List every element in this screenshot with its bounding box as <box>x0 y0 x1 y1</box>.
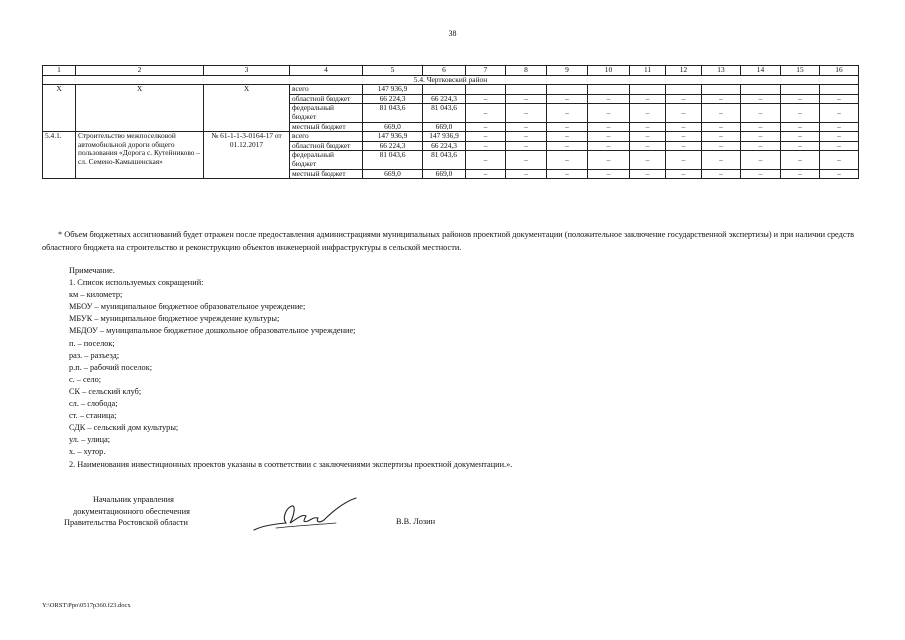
empty-cell <box>820 85 859 95</box>
empty-cell: – <box>506 94 547 104</box>
empty-cell: – <box>781 141 820 151</box>
amount-year: 66 224,3 <box>423 141 466 151</box>
column-header-10: 10 <box>588 66 630 76</box>
amount-year: 66 224,3 <box>423 94 466 104</box>
empty-cell: – <box>547 132 588 142</box>
notes-block <box>69 265 512 471</box>
empty-cell: – <box>820 151 859 169</box>
empty-cell <box>666 85 702 95</box>
empty-cell: – <box>820 169 859 179</box>
empty-cell: – <box>781 104 820 122</box>
empty-cell: – <box>820 104 859 122</box>
empty-cell: – <box>781 94 820 104</box>
empty-cell: – <box>702 141 741 151</box>
table-header-row <box>43 66 859 76</box>
section-row <box>43 75 859 85</box>
empty-cell: – <box>588 104 630 122</box>
column-header-5: 5 <box>363 66 423 76</box>
note-line: п. – поселок; <box>69 338 115 348</box>
empty-cell: – <box>630 132 666 142</box>
file-path: Y:\ORST\Ppo\0517p360.f23.docx <box>42 602 131 609</box>
footnote: * Объем бюджетных ассигнований будет отражен после предоставления администрациями муниципальных районов проектной документации (положительное заключение государственной экспертизы) и при наличии средств областного бюджета на строительство и реконструкцию объектов инженерной инфраструктуры в сельской местности. <box>42 230 855 252</box>
empty-cell: – <box>547 151 588 169</box>
empty-cell: – <box>506 169 547 179</box>
empty-cell: – <box>781 151 820 169</box>
amount-year <box>423 85 466 95</box>
note-line: 1. Список используемых сокращений: <box>69 278 204 288</box>
empty-cell: – <box>820 132 859 142</box>
note-line: раз. – разъезд; <box>69 350 120 360</box>
empty-cell: – <box>820 122 859 132</box>
empty-cell <box>741 85 781 95</box>
empty-cell <box>781 85 820 95</box>
empty-cell: – <box>630 141 666 151</box>
budget-table-body <box>43 66 859 179</box>
column-header-11: 11 <box>630 66 666 76</box>
budget-source-label: местный бюджет <box>290 169 363 179</box>
empty-cell: – <box>741 132 781 142</box>
empty-cell: – <box>741 104 781 122</box>
empty-cell: – <box>630 94 666 104</box>
empty-cell: – <box>588 169 630 179</box>
empty-cell: – <box>588 94 630 104</box>
empty-cell <box>506 85 547 95</box>
note-line: сл. – слобода; <box>69 399 118 409</box>
empty-cell: – <box>666 104 702 122</box>
empty-cell: – <box>630 151 666 169</box>
empty-cell: – <box>506 151 547 169</box>
empty-cell: – <box>702 104 741 122</box>
note-line: с. – село; <box>69 374 102 384</box>
empty-cell: – <box>702 151 741 169</box>
budget-table <box>42 65 859 179</box>
empty-cell: – <box>666 122 702 132</box>
column-header-14: 14 <box>741 66 781 76</box>
empty-cell: – <box>466 94 506 104</box>
column-header-15: 15 <box>781 66 820 76</box>
budget-source-label: областной бюджет <box>290 94 363 104</box>
table-row <box>43 132 859 142</box>
note-line: р.п. – рабочий поселок; <box>69 362 153 372</box>
note-line: СДК – сельский дом культуры; <box>69 423 179 433</box>
empty-cell: – <box>588 141 630 151</box>
amount-year: 81 043,6 <box>423 104 466 122</box>
empty-cell: – <box>506 141 547 151</box>
note-line: МБОУ – муниципальное бюджетное образовательное учреждение; <box>69 302 306 312</box>
column-header-2: 2 <box>76 66 204 76</box>
empty-cell: – <box>741 141 781 151</box>
empty-cell: – <box>741 122 781 132</box>
empty-cell: – <box>630 122 666 132</box>
column-header-7: 7 <box>466 66 506 76</box>
empty-cell: – <box>741 94 781 104</box>
handwritten-signature <box>252 496 362 536</box>
empty-cell: – <box>781 122 820 132</box>
empty-cell: – <box>741 169 781 179</box>
amount-total: 81 043,6 <box>363 104 423 122</box>
empty-cell: – <box>781 169 820 179</box>
empty-cell: – <box>666 141 702 151</box>
amount-year: 669,0 <box>423 122 466 132</box>
note-line: Примечание. <box>69 266 115 275</box>
empty-cell: – <box>466 151 506 169</box>
empty-cell: – <box>506 122 547 132</box>
empty-cell: – <box>630 169 666 179</box>
note-line: 2. Наименования инвестиционных проектов указаны в соответствии с заключениями экспертизы проектной документации.». <box>69 459 513 469</box>
empty-cell: – <box>702 169 741 179</box>
empty-cell: – <box>666 151 702 169</box>
empty-cell: – <box>547 104 588 122</box>
amount-year: 147 936,9 <box>423 132 466 142</box>
budget-source-label: всего <box>290 85 363 95</box>
cell-x-1: X <box>43 85 76 132</box>
column-header-12: 12 <box>666 66 702 76</box>
column-header-3: 3 <box>204 66 290 76</box>
project-name: Строительство межпоселковой автомобильной дороги общего пользования «Дорога с. Кутейниково – сл. Семено-Камышенская» <box>76 132 204 179</box>
empty-cell: – <box>820 141 859 151</box>
amount-year: 81 043,6 <box>423 151 466 169</box>
empty-cell: – <box>741 151 781 169</box>
budget-source-label: федеральный бюджет <box>290 151 363 169</box>
section-title: 5.4. Чертковский район <box>43 75 859 85</box>
empty-cell: – <box>506 132 547 142</box>
empty-cell: – <box>588 132 630 142</box>
note-line: км – километр; <box>69 290 123 300</box>
budget-source-label: федеральный бюджет <box>290 104 363 122</box>
empty-cell: – <box>630 104 666 122</box>
empty-cell <box>466 85 506 95</box>
empty-cell <box>702 85 741 95</box>
empty-cell <box>547 85 588 95</box>
note-line: х. – хутор. <box>69 447 106 457</box>
note-line: МБУК – муниципальное бюджетное учреждение культуры; <box>69 314 280 324</box>
empty-cell <box>630 85 666 95</box>
empty-cell: – <box>702 94 741 104</box>
column-header-16: 16 <box>820 66 859 76</box>
expertise-number: № 61-1-1-3-0164-17 от 01.12.2017 <box>204 132 290 179</box>
signature-block <box>64 494 190 529</box>
column-header-13: 13 <box>702 66 741 76</box>
empty-cell: – <box>466 141 506 151</box>
empty-cell: – <box>466 104 506 122</box>
column-header-8: 8 <box>506 66 547 76</box>
note-line: СК – сельский клуб; <box>69 386 142 396</box>
position-line-3: Правительства Ростовской области <box>64 518 188 527</box>
empty-cell: – <box>466 169 506 179</box>
position-line-2: документационного обеспечения <box>73 506 190 516</box>
page-number: 38 <box>448 29 457 38</box>
empty-cell: – <box>506 104 547 122</box>
empty-cell: – <box>666 169 702 179</box>
amount-total: 66 224,3 <box>363 141 423 151</box>
empty-cell: – <box>466 132 506 142</box>
note-line: МБДОУ – муниципальное бюджетное дошкольное образовательное учреждение; <box>69 326 356 336</box>
signer-name: В.В. Лозин <box>396 517 436 526</box>
empty-cell: – <box>588 151 630 169</box>
empty-cell: – <box>547 94 588 104</box>
amount-total: 66 224,3 <box>363 94 423 104</box>
cell-x-3: X <box>204 85 290 132</box>
column-header-9: 9 <box>547 66 588 76</box>
empty-cell: – <box>702 122 741 132</box>
empty-cell: – <box>666 132 702 142</box>
column-header-4: 4 <box>290 66 363 76</box>
amount-year: 669,0 <box>423 169 466 179</box>
empty-cell: – <box>702 132 741 142</box>
empty-cell: – <box>547 141 588 151</box>
project-number: 5.4.1. <box>43 132 76 179</box>
empty-cell <box>588 85 630 95</box>
budget-source-label: местный бюджет <box>290 122 363 132</box>
amount-total: 147 936,9 <box>363 132 423 142</box>
empty-cell: – <box>588 122 630 132</box>
note-line: ст. – станица; <box>69 411 117 421</box>
amount-total: 669,0 <box>363 169 423 179</box>
amount-total: 147 936,9 <box>363 85 423 95</box>
note-line: ул. – улица; <box>69 435 111 445</box>
empty-cell: – <box>820 94 859 104</box>
budget-source-label: всего <box>290 132 363 142</box>
budget-source-label: областной бюджет <box>290 141 363 151</box>
column-header-6: 6 <box>423 66 466 76</box>
empty-cell: – <box>666 94 702 104</box>
table-row <box>43 85 859 95</box>
empty-cell: – <box>466 122 506 132</box>
cell-x-2: X <box>76 85 204 132</box>
empty-cell: – <box>781 132 820 142</box>
empty-cell: – <box>547 122 588 132</box>
amount-total: 669,0 <box>363 122 423 132</box>
position-line-1: Начальник управления <box>93 495 174 504</box>
column-header-1: 1 <box>43 66 76 76</box>
amount-total: 81 043,6 <box>363 151 423 169</box>
empty-cell: – <box>547 169 588 179</box>
